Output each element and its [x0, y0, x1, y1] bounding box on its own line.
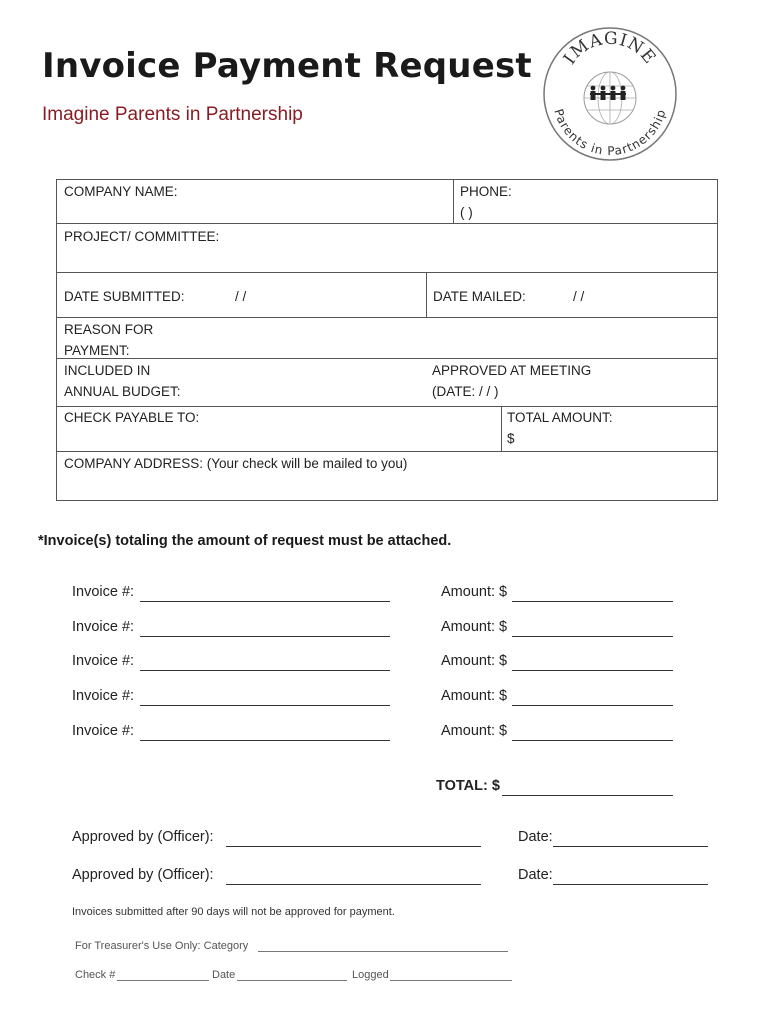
logged-line[interactable]: [390, 980, 512, 981]
approved-meeting-line1[interactable]: APPROVED AT MEETING: [432, 363, 592, 378]
reason-label-line2: PAYMENT:: [64, 343, 130, 358]
amount-line[interactable]: [512, 670, 673, 671]
amount-label: Amount: $: [441, 584, 508, 600]
reason-label-line1[interactable]: REASON FOR: [64, 322, 154, 337]
category-line[interactable]: [258, 951, 508, 952]
treasurer-date-line[interactable]: [237, 980, 347, 981]
approval-date-label: Date:: [518, 829, 553, 845]
imagine-logo: [540, 24, 680, 164]
page-title: Invoice Payment Request: [42, 46, 532, 86]
amount-line[interactable]: [512, 705, 673, 706]
invoice-number-label: Invoice #:: [72, 584, 135, 600]
row-divider: [57, 272, 718, 273]
company-address-label[interactable]: COMPANY ADDRESS: (Your check will be mailed to you): [64, 456, 408, 471]
approval-date-line[interactable]: [553, 884, 708, 885]
invoice-number-line[interactable]: [140, 705, 390, 706]
date-submitted-slashes: / /: [235, 289, 247, 304]
logo-bottom-text: Parents in Partnership: [551, 107, 669, 159]
ninety-days-note: Invoices submitted after 90 days will not be approved for payment.: [72, 906, 395, 918]
treasurer-date-label: Date: [212, 969, 236, 981]
treasurer-category-label: For Treasurer's Use Only: Category: [75, 940, 249, 952]
amount-line[interactable]: [512, 636, 673, 637]
approved-by-line[interactable]: [226, 884, 481, 885]
phone-format: ( ): [460, 205, 473, 220]
row-divider: [57, 317, 718, 318]
approved-by-line[interactable]: [226, 846, 481, 847]
check-payable-label[interactable]: CHECK PAYABLE TO:: [64, 410, 200, 425]
approval-date-line[interactable]: [553, 846, 708, 847]
amount-label: Amount: $: [441, 619, 508, 635]
phone-label[interactable]: PHONE:: [460, 184, 512, 199]
date-mailed-slashes: / /: [573, 289, 585, 304]
date-mailed-label[interactable]: DATE MAILED:: [433, 289, 526, 304]
invoice-number-label: Invoice #:: [72, 619, 135, 635]
check-number-label: Check #: [75, 969, 116, 981]
logged-label: Logged: [352, 969, 389, 981]
row-divider: [57, 358, 718, 359]
invoice-number-line[interactable]: [140, 601, 390, 602]
budget-label-line1[interactable]: INCLUDED IN: [64, 363, 151, 378]
column-divider: [426, 272, 427, 317]
total-label: TOTAL: $: [436, 778, 500, 794]
budget-label-line2: ANNUAL BUDGET:: [64, 384, 181, 399]
approved-by-label: Approved by (Officer):: [72, 867, 214, 883]
invoice-number-label: Invoice #:: [72, 723, 135, 739]
invoice-number-line[interactable]: [140, 740, 390, 741]
logo-top-text: IMAGINE: [559, 28, 660, 69]
amount-label: Amount: $: [441, 688, 508, 704]
request-form-table: [56, 179, 718, 501]
row-divider: [57, 451, 718, 452]
svg-text:IMAGINE: [560, 29, 660, 69]
approval-date-label: Date:: [518, 867, 553, 883]
amount-line[interactable]: [512, 601, 673, 602]
approved-meeting-line2: (DATE: / / ): [432, 384, 499, 399]
total-amount-label[interactable]: TOTAL AMOUNT:: [507, 410, 613, 425]
organization-subtitle: Imagine Parents in Partnership: [42, 104, 303, 125]
amount-line[interactable]: [512, 740, 673, 741]
attachment-note: *Invoice(s) totaling the amount of request must be attached.: [38, 533, 452, 549]
project-committee-label[interactable]: PROJECT/ COMMITTEE:: [64, 229, 220, 244]
invoice-number-label: Invoice #:: [72, 688, 135, 704]
total-line[interactable]: [502, 795, 673, 796]
total-amount-dollar: $: [507, 431, 515, 446]
column-divider: [453, 180, 454, 223]
column-divider: [501, 406, 502, 451]
check-number-line[interactable]: [117, 980, 209, 981]
date-submitted-label[interactable]: DATE SUBMITTED:: [64, 289, 185, 304]
invoice-number-line[interactable]: [140, 670, 390, 671]
row-divider: [57, 223, 718, 224]
approved-by-label: Approved by (Officer):: [72, 829, 214, 845]
company-name-label[interactable]: COMPANY NAME:: [64, 184, 178, 199]
invoice-number-label: Invoice #:: [72, 653, 135, 669]
amount-label: Amount: $: [441, 723, 508, 739]
invoice-number-line[interactable]: [140, 636, 390, 637]
amount-label: Amount: $: [441, 653, 508, 669]
